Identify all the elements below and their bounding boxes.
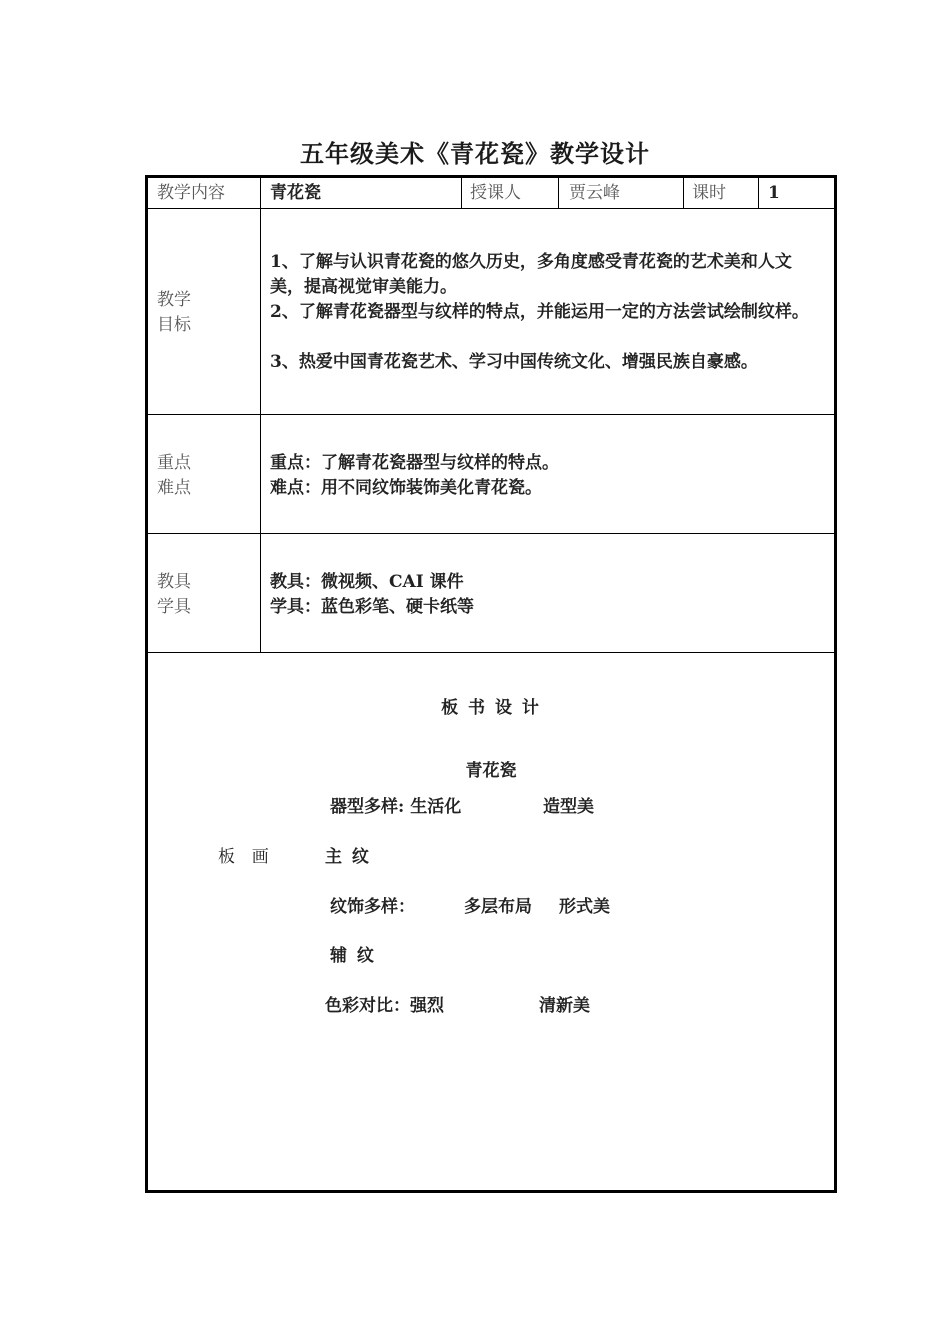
board-design-heading: 板 书 设 计	[441, 698, 541, 718]
board-main-pattern: 主 纹	[325, 847, 371, 867]
row-divider	[148, 208, 834, 209]
goal-item-3: 3、热爱中国青花瓷艺术、学习中国传统文化、增强民族自豪感。	[270, 352, 758, 372]
document-title: 五年级美术《青花瓷》教学设计	[300, 139, 650, 168]
keypoints-label-line1: 重点	[157, 453, 191, 473]
board-shape-beauty: 造型美	[543, 797, 594, 817]
goal-item-2: 2、了解青花瓷器型与纹样的特点，并能运用一定的方法尝试绘制纹样。	[270, 302, 809, 322]
board-painting: 板 画	[218, 847, 271, 867]
board-pattern-variety: 纹饰多样：	[330, 897, 415, 917]
goal-item-1: 1、了解与认识青花瓷的悠久历史，多角度感受青花瓷的艺术美和人文美，提高视觉审美能力。	[270, 252, 792, 297]
teacher-label: 授课人	[470, 183, 521, 203]
row-divider	[148, 652, 834, 653]
row-divider	[148, 414, 834, 415]
column-divider	[758, 178, 759, 208]
goals-label-line2: 目标	[157, 315, 191, 335]
key-point-text: 重点：了解青花瓷器型与纹样的特点。	[270, 453, 559, 473]
board-shape-variety: 器型多样: 生活化	[330, 797, 462, 817]
keypoints-label-line2: 难点	[157, 478, 191, 498]
board-topic: 青花瓷	[465, 761, 517, 781]
teacher-value: 贾云峰	[569, 183, 620, 203]
lesson-plan-table	[145, 175, 837, 1193]
period-value: 1	[768, 183, 780, 203]
teacher-tools-text: 教具：微视频、CAI 课件	[270, 572, 464, 592]
row-divider	[148, 533, 834, 534]
content-value: 青花瓷	[270, 183, 321, 203]
tools-label-line1: 教具	[157, 572, 191, 592]
student-tools-text: 学具：蓝色彩笔、硬卡纸等	[270, 597, 474, 617]
content-label: 教学内容	[157, 183, 225, 203]
board-color-contrast: 色彩对比：强烈	[325, 996, 444, 1016]
period-label: 课时	[692, 183, 726, 203]
difficulty-text: 难点：用不同纹饰装饰美化青花瓷。	[270, 478, 542, 498]
column-divider	[683, 178, 684, 208]
column-divider	[461, 178, 462, 208]
goals-label-line1: 教学	[157, 290, 191, 310]
column-divider	[558, 178, 559, 208]
board-layout: 多层布局	[464, 897, 532, 917]
board-form-beauty: 形式美	[559, 897, 610, 917]
board-aux-pattern: 辅 纹	[330, 946, 376, 966]
column-divider	[260, 178, 261, 653]
board-fresh-beauty: 清新美	[539, 996, 590, 1016]
tools-label-line2: 学具	[157, 597, 191, 617]
